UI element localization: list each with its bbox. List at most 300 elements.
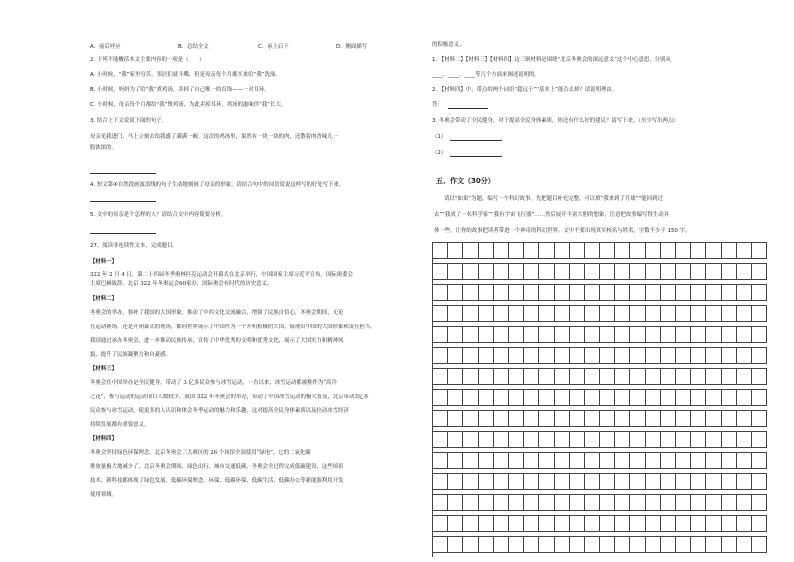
grid-cell[interactable] bbox=[479, 348, 494, 364]
grid-cell[interactable] bbox=[555, 243, 570, 259]
grid-cell[interactable] bbox=[448, 537, 463, 553]
grid-cell[interactable] bbox=[570, 285, 585, 301]
grid-cell[interactable] bbox=[706, 285, 721, 301]
grid-cell[interactable] bbox=[722, 327, 737, 343]
grid-cell[interactable] bbox=[676, 495, 691, 511]
grid-cell[interactable] bbox=[509, 390, 524, 406]
grid-cell[interactable] bbox=[630, 537, 645, 553]
grid-cell[interactable] bbox=[737, 432, 752, 448]
grid-cell[interactable] bbox=[448, 348, 463, 364]
grid-cell[interactable] bbox=[433, 390, 448, 406]
grid-cell[interactable] bbox=[661, 537, 676, 553]
grid-cell[interactable] bbox=[737, 348, 752, 364]
grid-cell[interactable] bbox=[524, 285, 539, 301]
grid-cell[interactable] bbox=[752, 243, 767, 259]
grid-cell[interactable] bbox=[691, 516, 706, 532]
grid-cell[interactable] bbox=[494, 306, 509, 322]
grid-cell[interactable] bbox=[615, 369, 630, 385]
grid-cell[interactable] bbox=[600, 411, 615, 427]
grid-cell[interactable] bbox=[615, 474, 630, 490]
grid-cell[interactable] bbox=[555, 285, 570, 301]
grid-cell[interactable] bbox=[615, 306, 630, 322]
grid-cell[interactable] bbox=[570, 243, 585, 259]
grid-cell[interactable] bbox=[630, 285, 645, 301]
grid-cell[interactable] bbox=[661, 516, 676, 532]
grid-cell[interactable] bbox=[630, 390, 645, 406]
grid-cell[interactable] bbox=[676, 327, 691, 343]
grid-cell[interactable] bbox=[676, 243, 691, 259]
grid-cell[interactable] bbox=[433, 285, 448, 301]
grid-cell[interactable] bbox=[539, 264, 554, 280]
grid-cell[interactable] bbox=[479, 306, 494, 322]
grid-cell[interactable] bbox=[706, 243, 721, 259]
grid-cell[interactable] bbox=[722, 369, 737, 385]
grid-cell[interactable] bbox=[539, 453, 554, 469]
grid-cell[interactable] bbox=[570, 369, 585, 385]
grid-cell[interactable] bbox=[509, 348, 524, 364]
grid-cell[interactable] bbox=[509, 495, 524, 511]
grid-cell[interactable] bbox=[448, 474, 463, 490]
grid-cell[interactable] bbox=[479, 327, 494, 343]
grid-cell[interactable] bbox=[585, 390, 600, 406]
grid-cell[interactable] bbox=[448, 432, 463, 448]
grid-cell[interactable] bbox=[448, 327, 463, 343]
grid-cell[interactable] bbox=[661, 453, 676, 469]
grid-cell[interactable] bbox=[600, 453, 615, 469]
grid-cell[interactable] bbox=[676, 537, 691, 553]
grid-cell[interactable] bbox=[752, 327, 767, 343]
grid-cell[interactable] bbox=[646, 327, 661, 343]
grid-cell[interactable] bbox=[463, 348, 478, 364]
grid-cell[interactable] bbox=[737, 264, 752, 280]
grid-cell[interactable] bbox=[661, 348, 676, 364]
grid-cell[interactable] bbox=[479, 390, 494, 406]
grid-cell[interactable] bbox=[494, 516, 509, 532]
grid-cell[interactable] bbox=[524, 537, 539, 553]
grid-cell[interactable] bbox=[524, 432, 539, 448]
grid-cell[interactable] bbox=[479, 432, 494, 448]
grid-cell[interactable] bbox=[706, 495, 721, 511]
grid-cell[interactable] bbox=[509, 432, 524, 448]
grid-cell[interactable] bbox=[448, 264, 463, 280]
grid-cell[interactable] bbox=[570, 474, 585, 490]
grid-cell[interactable] bbox=[691, 285, 706, 301]
grid-cell[interactable] bbox=[752, 411, 767, 427]
grid-cell[interactable] bbox=[600, 285, 615, 301]
grid-cell[interactable] bbox=[570, 327, 585, 343]
grid-cell[interactable] bbox=[509, 306, 524, 322]
grid-cell[interactable] bbox=[646, 537, 661, 553]
grid-cell[interactable] bbox=[524, 411, 539, 427]
grid-cell[interactable] bbox=[722, 243, 737, 259]
grid-cell[interactable] bbox=[463, 243, 478, 259]
grid-cell[interactable] bbox=[494, 432, 509, 448]
grid-cell[interactable] bbox=[585, 516, 600, 532]
grid-cell[interactable] bbox=[661, 285, 676, 301]
grid-cell[interactable] bbox=[706, 474, 721, 490]
grid-cell[interactable] bbox=[433, 453, 448, 469]
grid-cell[interactable] bbox=[494, 537, 509, 553]
grid-cell[interactable] bbox=[706, 516, 721, 532]
grid-cell[interactable] bbox=[433, 369, 448, 385]
grid-cell[interactable] bbox=[600, 327, 615, 343]
grid-cell[interactable] bbox=[646, 495, 661, 511]
grid-cell[interactable] bbox=[646, 264, 661, 280]
grid-cell[interactable] bbox=[539, 306, 554, 322]
grid-cell[interactable] bbox=[706, 264, 721, 280]
grid-cell[interactable] bbox=[448, 285, 463, 301]
grid-cell[interactable] bbox=[600, 390, 615, 406]
grid-cell[interactable] bbox=[691, 474, 706, 490]
grid-cell[interactable] bbox=[630, 348, 645, 364]
grid-cell[interactable] bbox=[463, 432, 478, 448]
grid-cell[interactable] bbox=[630, 474, 645, 490]
grid-cell[interactable] bbox=[509, 411, 524, 427]
grid-cell[interactable] bbox=[600, 306, 615, 322]
grid-cell[interactable] bbox=[722, 432, 737, 448]
grid-cell[interactable] bbox=[448, 453, 463, 469]
grid-cell[interactable] bbox=[661, 495, 676, 511]
grid-cell[interactable] bbox=[479, 285, 494, 301]
grid-cell[interactable] bbox=[433, 474, 448, 490]
grid-cell[interactable] bbox=[524, 264, 539, 280]
grid-cell[interactable] bbox=[722, 516, 737, 532]
grid-cell[interactable] bbox=[433, 495, 448, 511]
grid-cell[interactable] bbox=[463, 411, 478, 427]
grid-cell[interactable] bbox=[570, 306, 585, 322]
grid-cell[interactable] bbox=[585, 453, 600, 469]
grid-cell[interactable] bbox=[661, 306, 676, 322]
grid-cell[interactable] bbox=[509, 369, 524, 385]
grid-cell[interactable] bbox=[539, 369, 554, 385]
grid-cell[interactable] bbox=[570, 411, 585, 427]
grid-cell[interactable] bbox=[630, 369, 645, 385]
grid-cell[interactable] bbox=[691, 369, 706, 385]
grid-cell[interactable] bbox=[691, 453, 706, 469]
grid-cell[interactable] bbox=[494, 243, 509, 259]
grid-cell[interactable] bbox=[555, 432, 570, 448]
grid-cell[interactable] bbox=[585, 285, 600, 301]
grid-cell[interactable] bbox=[539, 411, 554, 427]
grid-cell[interactable] bbox=[661, 432, 676, 448]
grid-cell[interactable] bbox=[752, 495, 767, 511]
grid-cell[interactable] bbox=[555, 348, 570, 364]
grid-cell[interactable] bbox=[585, 264, 600, 280]
grid-cell[interactable] bbox=[630, 495, 645, 511]
grid-cell[interactable] bbox=[479, 537, 494, 553]
grid-cell[interactable] bbox=[615, 411, 630, 427]
grid-cell[interactable] bbox=[555, 516, 570, 532]
grid-cell[interactable] bbox=[524, 474, 539, 490]
grid-cell[interactable] bbox=[479, 474, 494, 490]
grid-cell[interactable] bbox=[524, 243, 539, 259]
grid-cell[interactable] bbox=[539, 327, 554, 343]
grid-cell[interactable] bbox=[600, 348, 615, 364]
grid-cell[interactable] bbox=[615, 285, 630, 301]
grid-cell[interactable] bbox=[676, 264, 691, 280]
grid-cell[interactable] bbox=[585, 243, 600, 259]
grid-cell[interactable] bbox=[691, 243, 706, 259]
grid-cell[interactable] bbox=[615, 495, 630, 511]
grid-cell[interactable] bbox=[752, 348, 767, 364]
grid-cell[interactable] bbox=[615, 537, 630, 553]
grid-cell[interactable] bbox=[676, 432, 691, 448]
grid-cell[interactable] bbox=[630, 516, 645, 532]
grid-cell[interactable] bbox=[524, 306, 539, 322]
grid-cell[interactable] bbox=[600, 495, 615, 511]
grid-cell[interactable] bbox=[646, 243, 661, 259]
grid-cell[interactable] bbox=[600, 516, 615, 532]
grid-cell[interactable] bbox=[722, 264, 737, 280]
grid-cell[interactable] bbox=[691, 306, 706, 322]
grid-cell[interactable] bbox=[661, 411, 676, 427]
grid-cell[interactable] bbox=[570, 390, 585, 406]
grid-cell[interactable] bbox=[737, 474, 752, 490]
grid-cell[interactable] bbox=[539, 495, 554, 511]
grid-cell[interactable] bbox=[646, 474, 661, 490]
grid-cell[interactable] bbox=[630, 411, 645, 427]
grid-cell[interactable] bbox=[463, 306, 478, 322]
grid-cell[interactable] bbox=[661, 243, 676, 259]
grid-cell[interactable] bbox=[585, 327, 600, 343]
grid-cell[interactable] bbox=[737, 537, 752, 553]
grid-cell[interactable] bbox=[555, 327, 570, 343]
grid-cell[interactable] bbox=[555, 537, 570, 553]
grid-cell[interactable] bbox=[570, 516, 585, 532]
grid-cell[interactable] bbox=[463, 495, 478, 511]
grid-cell[interactable] bbox=[600, 264, 615, 280]
grid-cell[interactable] bbox=[463, 264, 478, 280]
grid-cell[interactable] bbox=[615, 243, 630, 259]
grid-cell[interactable] bbox=[433, 327, 448, 343]
grid-cell[interactable] bbox=[737, 390, 752, 406]
grid-cell[interactable] bbox=[661, 327, 676, 343]
grid-cell[interactable] bbox=[706, 453, 721, 469]
grid-cell[interactable] bbox=[570, 453, 585, 469]
essay-writing-grid[interactable] bbox=[432, 242, 767, 557]
grid-cell[interactable] bbox=[494, 495, 509, 511]
grid-cell[interactable] bbox=[722, 474, 737, 490]
grid-cell[interactable] bbox=[706, 537, 721, 553]
grid-cell[interactable] bbox=[585, 306, 600, 322]
grid-cell[interactable] bbox=[646, 369, 661, 385]
grid-cell[interactable] bbox=[737, 495, 752, 511]
grid-cell[interactable] bbox=[676, 285, 691, 301]
grid-cell[interactable] bbox=[615, 432, 630, 448]
grid-cell[interactable] bbox=[646, 411, 661, 427]
grid-cell[interactable] bbox=[585, 537, 600, 553]
grid-cell[interactable] bbox=[615, 327, 630, 343]
grid-cell[interactable] bbox=[539, 516, 554, 532]
grid-cell[interactable] bbox=[676, 369, 691, 385]
grid-cell[interactable] bbox=[676, 474, 691, 490]
grid-cell[interactable] bbox=[600, 243, 615, 259]
grid-cell[interactable] bbox=[737, 285, 752, 301]
grid-cell[interactable] bbox=[555, 474, 570, 490]
grid-cell[interactable] bbox=[600, 537, 615, 553]
grid-cell[interactable] bbox=[691, 495, 706, 511]
grid-cell[interactable] bbox=[752, 474, 767, 490]
grid-cell[interactable] bbox=[539, 432, 554, 448]
grid-cell[interactable] bbox=[661, 369, 676, 385]
grid-cell[interactable] bbox=[463, 327, 478, 343]
grid-cell[interactable] bbox=[448, 390, 463, 406]
grid-cell[interactable] bbox=[646, 432, 661, 448]
grid-cell[interactable] bbox=[555, 306, 570, 322]
grid-cell[interactable] bbox=[433, 411, 448, 427]
grid-cell[interactable] bbox=[706, 369, 721, 385]
grid-cell[interactable] bbox=[494, 348, 509, 364]
grid-cell[interactable] bbox=[585, 348, 600, 364]
grid-cell[interactable] bbox=[524, 327, 539, 343]
grid-cell[interactable] bbox=[570, 264, 585, 280]
grid-cell[interactable] bbox=[479, 411, 494, 427]
grid-cell[interactable] bbox=[752, 369, 767, 385]
grid-cell[interactable] bbox=[494, 411, 509, 427]
grid-cell[interactable] bbox=[555, 495, 570, 511]
grid-cell[interactable] bbox=[600, 474, 615, 490]
grid-cell[interactable] bbox=[494, 474, 509, 490]
grid-cell[interactable] bbox=[615, 390, 630, 406]
grid-cell[interactable] bbox=[539, 474, 554, 490]
grid-cell[interactable] bbox=[585, 495, 600, 511]
grid-cell[interactable] bbox=[706, 348, 721, 364]
grid-cell[interactable] bbox=[646, 516, 661, 532]
grid-cell[interactable] bbox=[752, 432, 767, 448]
grid-cell[interactable] bbox=[722, 390, 737, 406]
grid-cell[interactable] bbox=[646, 390, 661, 406]
grid-cell[interactable] bbox=[463, 285, 478, 301]
grid-cell[interactable] bbox=[646, 348, 661, 364]
grid-cell[interactable] bbox=[509, 516, 524, 532]
grid-cell[interactable] bbox=[737, 306, 752, 322]
grid-cell[interactable] bbox=[463, 453, 478, 469]
grid-cell[interactable] bbox=[433, 516, 448, 532]
grid-cell[interactable] bbox=[539, 348, 554, 364]
grid-cell[interactable] bbox=[585, 474, 600, 490]
grid-cell[interactable] bbox=[737, 411, 752, 427]
grid-cell[interactable] bbox=[570, 495, 585, 511]
grid-cell[interactable] bbox=[615, 516, 630, 532]
grid-cell[interactable] bbox=[479, 243, 494, 259]
grid-cell[interactable] bbox=[494, 390, 509, 406]
grid-cell[interactable] bbox=[752, 516, 767, 532]
grid-cell[interactable] bbox=[646, 285, 661, 301]
grid-cell[interactable] bbox=[539, 390, 554, 406]
grid-cell[interactable] bbox=[479, 453, 494, 469]
grid-cell[interactable] bbox=[646, 306, 661, 322]
grid-cell[interactable] bbox=[433, 306, 448, 322]
grid-cell[interactable] bbox=[448, 369, 463, 385]
grid-cell[interactable] bbox=[509, 453, 524, 469]
grid-cell[interactable] bbox=[524, 390, 539, 406]
grid-cell[interactable] bbox=[752, 453, 767, 469]
grid-cell[interactable] bbox=[494, 264, 509, 280]
grid-cell[interactable] bbox=[509, 537, 524, 553]
grid-cell[interactable] bbox=[722, 306, 737, 322]
grid-cell[interactable] bbox=[433, 264, 448, 280]
grid-cell[interactable] bbox=[524, 516, 539, 532]
grid-cell[interactable] bbox=[463, 516, 478, 532]
grid-cell[interactable] bbox=[722, 453, 737, 469]
grid-cell[interactable] bbox=[448, 243, 463, 259]
grid-cell[interactable] bbox=[630, 327, 645, 343]
grid-cell[interactable] bbox=[737, 327, 752, 343]
grid-cell[interactable] bbox=[448, 306, 463, 322]
grid-cell[interactable] bbox=[524, 453, 539, 469]
grid-cell[interactable] bbox=[706, 306, 721, 322]
grid-cell[interactable] bbox=[737, 516, 752, 532]
grid-cell[interactable] bbox=[676, 516, 691, 532]
grid-cell[interactable] bbox=[555, 411, 570, 427]
grid-cell[interactable] bbox=[706, 390, 721, 406]
grid-cell[interactable] bbox=[630, 453, 645, 469]
grid-cell[interactable] bbox=[433, 348, 448, 364]
grid-cell[interactable] bbox=[752, 264, 767, 280]
grid-cell[interactable] bbox=[691, 264, 706, 280]
grid-cell[interactable] bbox=[615, 453, 630, 469]
grid-cell[interactable] bbox=[494, 369, 509, 385]
grid-cell[interactable] bbox=[555, 390, 570, 406]
grid-cell[interactable] bbox=[630, 243, 645, 259]
grid-cell[interactable] bbox=[737, 453, 752, 469]
grid-cell[interactable] bbox=[555, 369, 570, 385]
grid-cell[interactable] bbox=[691, 348, 706, 364]
grid-cell[interactable] bbox=[463, 390, 478, 406]
grid-cell[interactable] bbox=[585, 411, 600, 427]
grid-cell[interactable] bbox=[433, 432, 448, 448]
grid-cell[interactable] bbox=[433, 243, 448, 259]
grid-cell[interactable] bbox=[722, 537, 737, 553]
grid-cell[interactable] bbox=[509, 474, 524, 490]
grid-cell[interactable] bbox=[463, 537, 478, 553]
grid-cell[interactable] bbox=[479, 516, 494, 532]
grid-cell[interactable] bbox=[706, 411, 721, 427]
grid-cell[interactable] bbox=[539, 243, 554, 259]
grid-cell[interactable] bbox=[676, 306, 691, 322]
grid-cell[interactable] bbox=[630, 264, 645, 280]
grid-cell[interactable] bbox=[737, 243, 752, 259]
grid-cell[interactable] bbox=[722, 411, 737, 427]
grid-cell[interactable] bbox=[494, 285, 509, 301]
grid-cell[interactable] bbox=[479, 369, 494, 385]
grid-cell[interactable] bbox=[752, 537, 767, 553]
grid-cell[interactable] bbox=[539, 285, 554, 301]
grid-cell[interactable] bbox=[737, 369, 752, 385]
grid-cell[interactable] bbox=[585, 432, 600, 448]
grid-cell[interactable] bbox=[722, 348, 737, 364]
grid-cell[interactable] bbox=[615, 348, 630, 364]
grid-cell[interactable] bbox=[555, 264, 570, 280]
grid-cell[interactable] bbox=[600, 369, 615, 385]
grid-cell[interactable] bbox=[752, 390, 767, 406]
grid-cell[interactable] bbox=[676, 453, 691, 469]
grid-cell[interactable] bbox=[661, 264, 676, 280]
grid-cell[interactable] bbox=[585, 369, 600, 385]
grid-cell[interactable] bbox=[463, 369, 478, 385]
grid-cell[interactable] bbox=[479, 264, 494, 280]
grid-cell[interactable] bbox=[722, 495, 737, 511]
grid-cell[interactable] bbox=[509, 243, 524, 259]
grid-cell[interactable] bbox=[630, 306, 645, 322]
grid-cell[interactable] bbox=[691, 327, 706, 343]
grid-cell[interactable] bbox=[691, 411, 706, 427]
grid-cell[interactable] bbox=[448, 495, 463, 511]
grid-cell[interactable] bbox=[433, 537, 448, 553]
grid-cell[interactable] bbox=[752, 306, 767, 322]
grid-cell[interactable] bbox=[646, 453, 661, 469]
grid-cell[interactable] bbox=[676, 390, 691, 406]
